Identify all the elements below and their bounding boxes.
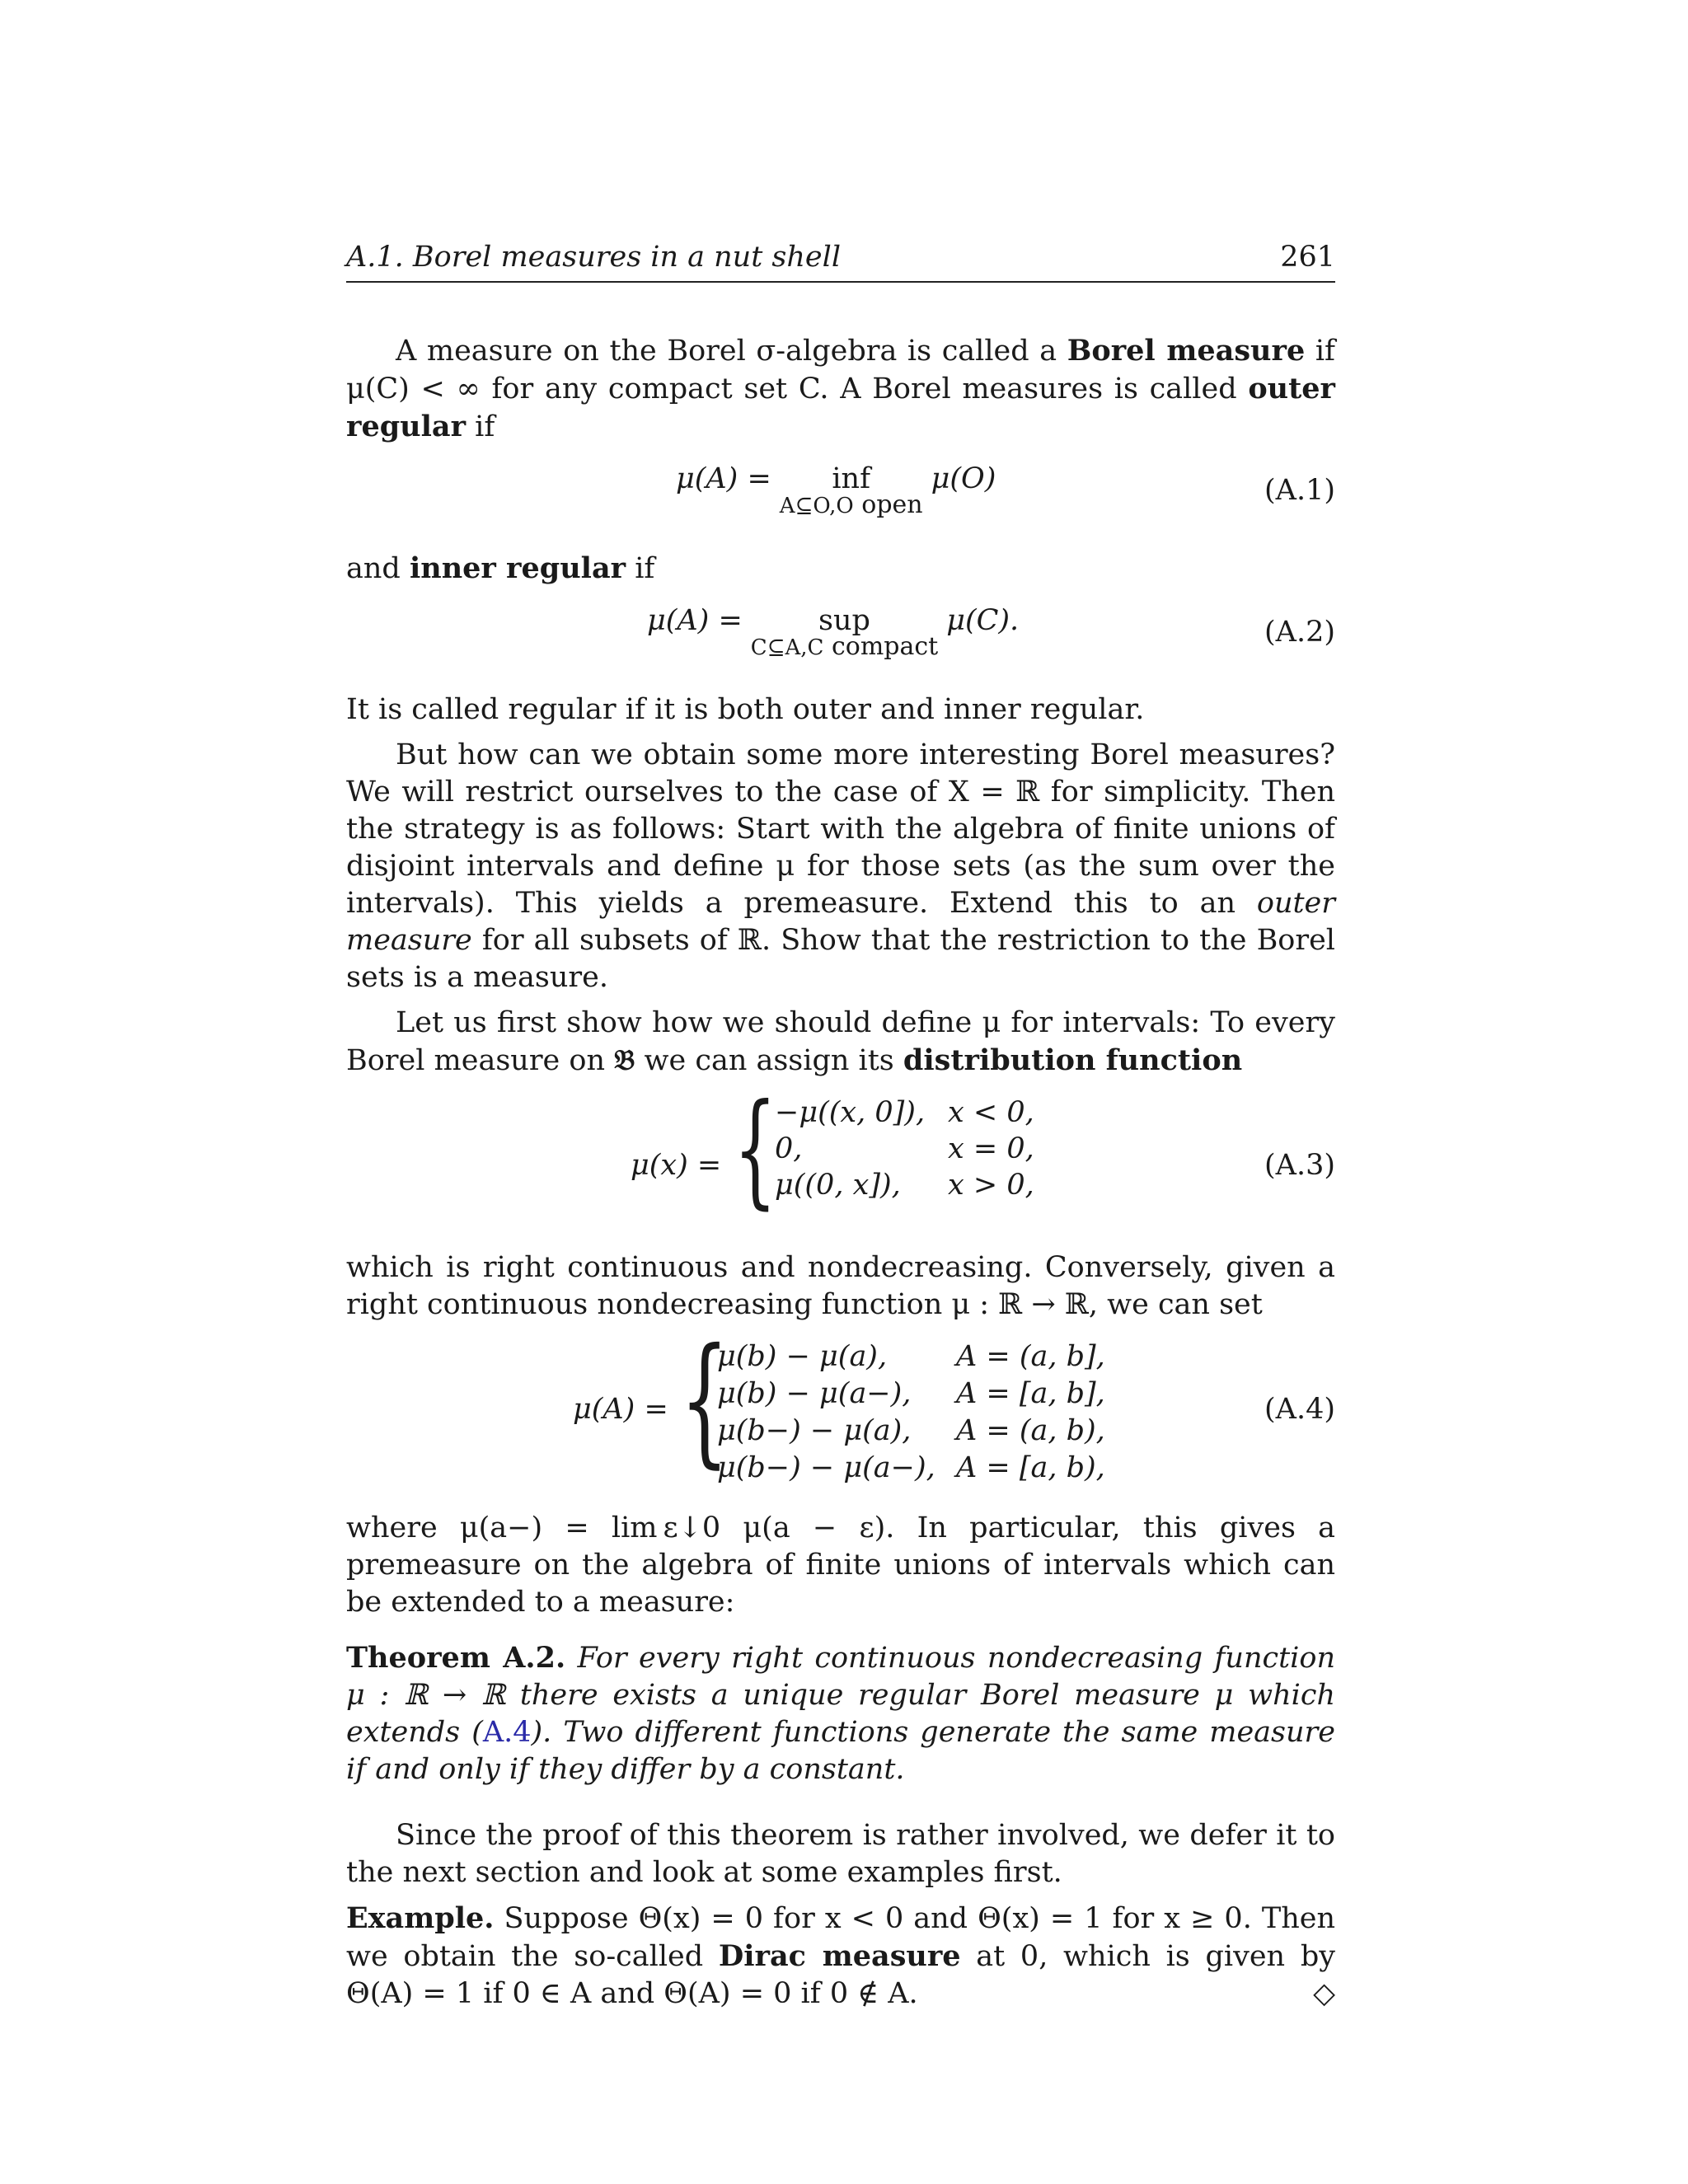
case-row: μ(b−) − μ(a−), A = [a, b),: [717, 1451, 1105, 1484]
term-outer-regular: outer regular: [346, 372, 1335, 443]
paragraph-strategy: But how can we obtain some more interesting Borel measures? We will restrict ourselves to the case of X = ℝ for simplicity. Then the strategy is as follows: Start with the algebra of finite unions of disjoint intervals and define μ for those sets (as the sum over the intervals). This yields a premeasure. Extend this to an outer measure for all subsets of ℝ. Show that the restriction to the Borel sets is a measure.: [346, 738, 1335, 994]
term-distribution-function: distribution function: [903, 1043, 1243, 1077]
paragraph-premeasure: where μ(a−) = lim ε↓0 μ(a − ε). In particular, this gives a premeasure on the algebra of finite unions of intervals which can be extended to a measure:: [346, 1511, 1335, 1619]
paragraph-borel-measure: A measure on the Borel σ-algebra is called a Borel measure if μ(C) < ∞ for any compact set C. A Borel measures is called outer regular if: [346, 334, 1335, 443]
equation-a1: [346, 461, 1335, 535]
theorem-a2: Theorem A.2. For every right continuous nondecreasing function μ : ℝ → ℝ there exists a unique regular Borel measure μ which extends (A.4). Two different functions generate the same measure if and only if they differ by a constant.: [346, 1641, 1335, 1786]
equation-a2: [346, 602, 1335, 677]
equation-rhs: μ(C).: [946, 604, 1020, 637]
paragraph-inner-regular: and inner regular if: [346, 551, 655, 585]
case-row: 0, x = 0,: [775, 1132, 1034, 1165]
case-row: μ((0, x]), x > 0,: [775, 1169, 1034, 1202]
equation-a3: [346, 1078, 1335, 1235]
example-dirac: Example. Suppose Θ(x) = 0 for x < 0 and Θ(x) = 1 for x ≥ 0. Then we obtain the so-called Dirac measure at 0, which is given by Θ(A) = 1 if 0 ∈ A and Θ(A) = 0 if 0 ∉ A. ◇: [346, 1900, 1335, 2013]
equation-lhs: μ(A) =: [647, 604, 743, 637]
left-brace: {: [734, 1078, 777, 1221]
equation-lhs: μ(x) =: [631, 1149, 722, 1182]
left-brace: {: [680, 1319, 729, 1482]
equation-rhs: μ(O): [931, 462, 996, 495]
cases-rows: [775, 1094, 1034, 1203]
equation-a4: [346, 1319, 1335, 1495]
running-title: A.1. Borel measures in a nut shell: [346, 241, 842, 274]
running-header: [346, 239, 1335, 283]
term-inner-regular: inner regular: [409, 551, 626, 585]
equation-lhs: μ(A) =: [676, 462, 771, 495]
inf-operator: inf A⊆O,O open: [779, 462, 923, 519]
borel-sigma-algebra-symbol: 𝔅: [614, 1043, 635, 1077]
case-row: μ(b) − μ(a), A = (a, b],: [717, 1340, 1105, 1373]
case-row: −μ((x, 0]), x < 0,: [775, 1096, 1034, 1129]
term-dirac-measure: Dirac measure: [718, 1939, 961, 1973]
cases-rows: [717, 1338, 1105, 1487]
sup-operator: sup C⊆A,C compact: [750, 604, 939, 661]
page-number: 261: [1280, 241, 1335, 274]
equation-tag: (A.3): [1264, 1149, 1335, 1182]
page: [346, 239, 1335, 2013]
term-outer-measure: outer measure: [346, 887, 1335, 957]
paragraph-right-continuous: which is right continuous and nondecreasing. Conversely, given a right continuous nondecreasing function μ : ℝ → ℝ, we can set: [346, 1251, 1335, 1321]
equation-tag: (A.1): [1264, 474, 1335, 507]
theorem-label: Theorem A.2.: [346, 1641, 566, 1675]
case-row: μ(b−) − μ(a), A = (a, b),: [717, 1414, 1105, 1447]
equation-tag: (A.4): [1264, 1393, 1335, 1426]
paragraph-distribution: Let us first show how we should define μ for intervals: To every Borel measure on 𝔅 we can assign its distribution function: [346, 1006, 1335, 1077]
paragraph-regular: It is called regular if it is both outer and inner regular.: [346, 693, 1145, 726]
paragraph-proof-deferred: Since the proof of this theorem is rather involved, we defer it to the next section and look at some examples first.: [346, 1819, 1335, 1889]
equation-tag: (A.2): [1264, 616, 1335, 649]
term-borel-measure: Borel measure: [1067, 334, 1306, 368]
equation-reference-link[interactable]: A.4: [482, 1716, 532, 1749]
example-label: Example.: [346, 1901, 495, 1935]
case-row: μ(b) − μ(a−), A = [a, b],: [717, 1377, 1105, 1410]
end-of-example-icon: ◇: [1313, 1977, 1335, 2010]
equation-lhs: μ(A) =: [573, 1393, 668, 1426]
